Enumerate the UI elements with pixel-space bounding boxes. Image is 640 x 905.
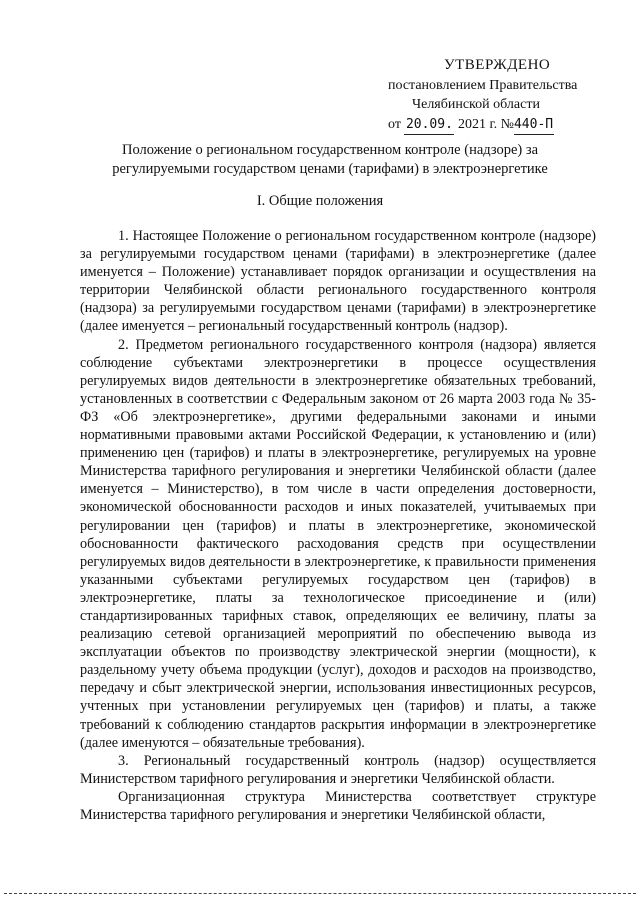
section-heading: I. Общие положения xyxy=(256,193,384,209)
document-title: Положение о региональном государственном контроле (надзоре) за регулируемыми государством ценами (тарифами) в электроэнергетике xyxy=(112,142,548,177)
approval-line-2: Челябинской области xyxy=(412,97,540,112)
paragraph-4: Организационная структура Министерства соответствует структуре Министерства тарифного регулирования и энергетики Челябинской области, xyxy=(80,788,596,823)
approval-heading: УТВЕРЖДЕНО xyxy=(444,57,551,73)
date-prefix: от xyxy=(388,116,401,132)
approval-number: 440-П xyxy=(514,115,554,136)
paragraph-2: 2. Предметом регионального государственного контроля (надзора) является соблюдение субъектами электроэнергетики в процессе осуществления регулируемых видов деятельности в электроэнергетике обязательных требований, установленных в соответствии с Федеральным законом от 26 марта 2003 года № 35-ФЗ «Об электроэнергетике», другими федеральными законами и иными нормативными правовыми актами Российской Федерации, к установлению и (или) применению цен (тарифов) и платы в электроэнергетике, регулируемых на уровне Министерства тарифного регулирования и энергетики Челябинской области (далее именуется – Министерство), в том числе в части определения достоверности, экономической обоснованности расходов и иных показателей, учитываемых при регулировании цен (тарифов) и платы в электроэнергетике, экономической обоснованности фактического расходования средств при осуществлении регулируемых видов деятельности в электроэнергетике, к правильности применения указанными субъектами регулируемых государством цен (тарифов) в электроэнергетике, платы за технологическое присоединение и (или) стандартизированных тарифных ставок, определяющих ее величину, платы за реализацию сетевой организацией мероприятий по обеспечению вывода из эксплуатации объектов по производству электрической энергии (мощности), к раздельному учету объема продукции (услуг), доходов и расходов на производство, передачу и сбыт электрической энергии, использования инвестиционных ресурсов, учтенных при установлении регулируемых цен (тарифов) и платы, а также требований к соблюдению стандартов раскрытия информации в электроэнергетике (далее именуются – обязательные требования). xyxy=(80,336,596,751)
page-bottom-rule xyxy=(4,893,636,894)
approval-line-1: постановлением Правительства xyxy=(388,77,578,93)
approval-date: 20.09. xyxy=(404,115,454,136)
paragraph-1: 1. Настоящее Положение о региональном государственном контроле (надзоре) за регулируемыми государством ценами (тарифами) в электроэнергетике (далее именуется – Положение) устанавливает порядок организации и осуществления на территории Челябинской области регионального государственного контроля (надзора) за регулируемыми государством ценами (тарифами) в электроэнергетике (далее именуется – региональный государственный контроль (надзор). xyxy=(80,228,596,335)
paragraph-3: 3. Региональный государственный контроль (надзор) осуществляется Министерством тарифного регулирования и энергетики Челябинской области. xyxy=(80,752,596,787)
approval-year: 2021 г. № xyxy=(457,116,514,132)
approval-stamp xyxy=(388,56,598,135)
approval-date-line xyxy=(388,115,598,136)
document-body xyxy=(80,227,596,824)
